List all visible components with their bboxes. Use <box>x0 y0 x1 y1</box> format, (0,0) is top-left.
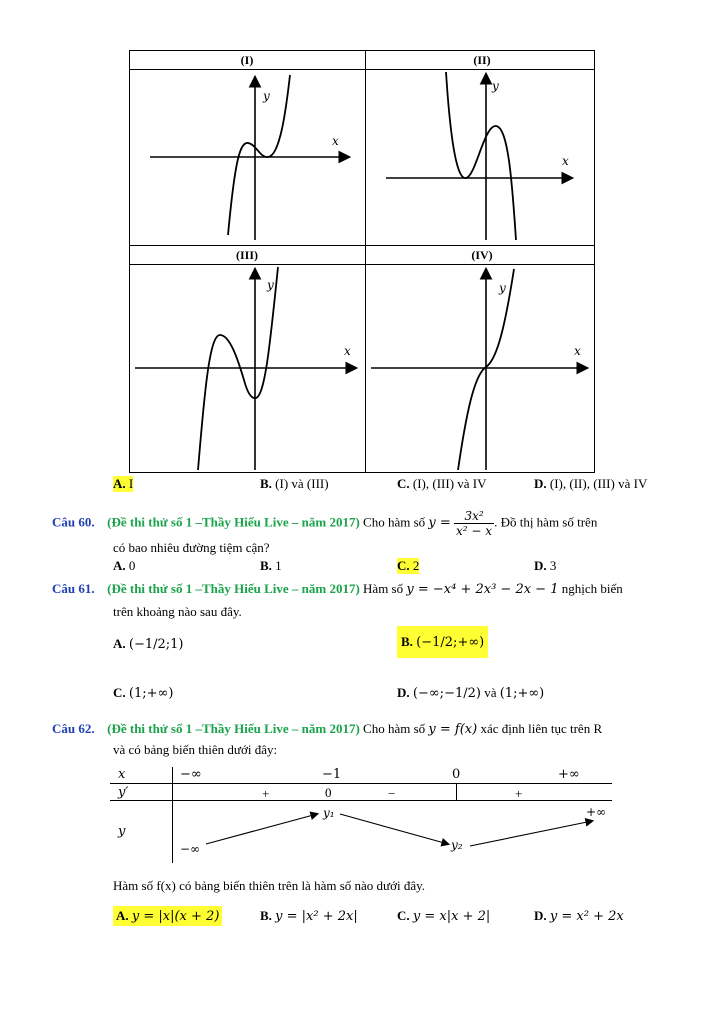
graph-2-x-label: x <box>562 154 569 168</box>
q60-option-c[interactable] <box>397 558 419 574</box>
q62-option-b-text: y = |x² + 2x| <box>275 909 358 924</box>
graph-3-plot <box>130 265 365 473</box>
q62-func: y = f(x) <box>428 722 478 737</box>
q61-label: Câu 61. <box>52 581 95 596</box>
q62-text-before: Cho hàm số <box>363 721 426 736</box>
q60-option-c-label: C. <box>397 558 410 573</box>
q61-option-d-text-1: (−∞;−1/2) <box>412 686 481 701</box>
q60-source: (Đề thi thử số 1 –Thầy Hiếu Live – năm 2017) <box>107 514 360 530</box>
graph-grid-divider-horizontal <box>129 245 595 246</box>
vt-yp-2: 0 <box>325 785 332 800</box>
q59-option-a-label: A. <box>113 476 126 491</box>
vt-arrow-down <box>340 814 448 844</box>
q61-option-b[interactable] <box>397 626 488 658</box>
q61-option-d-text-2: (1;+∞) <box>499 686 545 701</box>
q60-option-a-label: A. <box>113 558 126 573</box>
graph-1-y-label: y <box>263 89 270 103</box>
graph-4-x-label: x <box>574 344 581 358</box>
q62-option-c-text: y = x|x + 2| <box>412 909 491 924</box>
q62-stem <box>52 721 602 737</box>
q62-question: Hàm số f(x) có bảng biến thiên trên là hàm số nào dưới đây. <box>113 878 425 893</box>
q60-text-line2: có bao nhiêu đường tiệm cận? <box>113 540 270 555</box>
q61-option-a[interactable] <box>113 636 184 652</box>
q59-option-a-text: I <box>128 476 134 491</box>
vt-y-4: +∞ <box>586 805 607 819</box>
vt-row-x-label: x <box>118 767 126 782</box>
q62-text-line2: và có bảng biến thiên dưới đây: <box>113 742 278 757</box>
q60-text-after: . Đồ thị hàm số trên <box>494 514 598 530</box>
graph-4-y-label: y <box>499 281 506 295</box>
graph-2-plot <box>366 70 595 245</box>
q61-source: (Đề thi thử số 1 –Thầy Hiếu Live – năm 2017) <box>107 581 360 596</box>
q62-option-a-label: A. <box>116 908 129 923</box>
vt-x-2: −1 <box>322 767 342 782</box>
q62-label: Câu 62. <box>52 721 95 736</box>
variation-table-break <box>456 784 457 800</box>
q59-option-a[interactable] <box>113 476 133 492</box>
q61-stem <box>52 581 623 597</box>
vt-x-3: 0 <box>452 767 461 782</box>
vt-arrow-up-1 <box>206 814 317 844</box>
q62-option-d-label: D. <box>534 908 547 923</box>
q61-option-c-label: C. <box>113 685 126 700</box>
graph-2-curve <box>446 72 516 240</box>
q60-text-before: Cho hàm số <box>363 514 426 530</box>
q62-text-after: xác định liên tục trên R <box>480 721 603 736</box>
vt-y-3: y₂ <box>451 838 463 852</box>
vt-y-2: y₁ <box>323 806 335 820</box>
q59-option-c[interactable] <box>397 476 487 492</box>
q61-option-d[interactable] <box>397 685 544 701</box>
q61-option-c[interactable] <box>113 685 173 701</box>
graph-1-x-label: x <box>332 134 339 148</box>
q61-func: y = −x⁴ + 2x³ − 2x − 1 <box>406 582 559 597</box>
vt-row-yp-label: y′ <box>118 785 129 800</box>
graph-1-plot <box>130 70 365 245</box>
q61-option-a-text: (−1/2;1) <box>128 637 184 652</box>
q59-option-c-text: (I), (III) và IV <box>412 476 487 491</box>
q62-option-c-label: C. <box>397 908 410 923</box>
graph-title-1: (I) <box>240 53 254 67</box>
graph-title-4: (IV) <box>471 248 493 262</box>
q61-option-b-label: B. <box>401 634 413 649</box>
vt-x-4: +∞ <box>558 767 580 782</box>
variation-table-line-1 <box>110 783 612 784</box>
q62-option-b[interactable] <box>260 908 358 924</box>
q60-fraction <box>454 509 494 538</box>
q60-option-d[interactable] <box>534 558 556 574</box>
q60-func-denominator: x² − x <box>456 524 493 538</box>
q61-text-line2: trên khoảng nào sau đây. <box>113 604 242 619</box>
q60-option-b-text: 1 <box>275 558 282 573</box>
q62-option-a-text: y = |x|(x + 2) <box>131 909 220 924</box>
graph-title-2: (II) <box>473 53 491 67</box>
q61-option-d-join: và <box>484 685 497 700</box>
graph-title-3: (III) <box>235 248 258 262</box>
q61-option-b-text: (−1/2;+∞) <box>416 635 485 650</box>
q60-option-b-label: B. <box>260 558 272 573</box>
q60-func-lhs: y = <box>428 515 451 531</box>
vt-yp-3: − <box>388 786 396 801</box>
variation-arrows <box>172 800 612 863</box>
vt-x-1: −∞ <box>180 767 202 782</box>
q60-option-d-text: 3 <box>549 558 557 573</box>
q62-option-a[interactable] <box>113 906 222 926</box>
q60-option-b[interactable] <box>260 558 282 574</box>
q59-option-c-label: C. <box>397 476 410 491</box>
graph-3-y-label: y <box>267 278 274 292</box>
q62-option-c[interactable] <box>397 908 490 924</box>
q60-func-numerator: 3x² <box>454 509 494 524</box>
q61-option-a-label: A. <box>113 636 126 651</box>
vt-arrow-up-2 <box>470 821 592 846</box>
graph-2-y-label: y <box>492 79 499 93</box>
q61-text-after: nghịch biến <box>561 581 623 596</box>
q59-option-d[interactable] <box>534 476 647 492</box>
vt-y-1: −∞ <box>180 842 201 856</box>
q60-option-a-text: 0 <box>128 558 136 573</box>
q60-stem <box>52 509 597 538</box>
q61-text-before: Hàm số <box>363 581 404 596</box>
q62-option-d-text: y = x² + 2x <box>549 909 624 924</box>
q59-option-d-text: (I), (II), (III) và IV <box>549 476 648 491</box>
graph-1-curve <box>228 75 290 235</box>
q60-label: Câu 60. <box>52 514 95 530</box>
q59-option-d-label: D. <box>534 476 547 491</box>
vt-row-y-label: y <box>118 824 126 839</box>
graph-3-x-label: x <box>344 344 351 358</box>
graph-4-plot <box>366 265 595 473</box>
vt-yp-4: + <box>515 786 523 801</box>
q61-option-c-text: (1;+∞) <box>128 686 174 701</box>
q62-source: (Đề thi thử số 1 –Thầy Hiếu Live – năm 2017) <box>107 721 360 736</box>
q62-option-b-label: B. <box>260 908 272 923</box>
q59-option-b-label: B. <box>260 476 272 491</box>
q60-option-a[interactable] <box>113 558 135 574</box>
vt-yp-1: + <box>262 786 270 801</box>
q62-option-d[interactable] <box>534 908 624 924</box>
q60-option-d-label: D. <box>534 558 547 573</box>
q61-option-d-label: D. <box>397 685 410 700</box>
q59-option-b[interactable] <box>260 476 329 492</box>
q59-option-b-text: (I) và (III) <box>275 476 329 491</box>
q60-option-c-text: 2 <box>412 558 420 573</box>
